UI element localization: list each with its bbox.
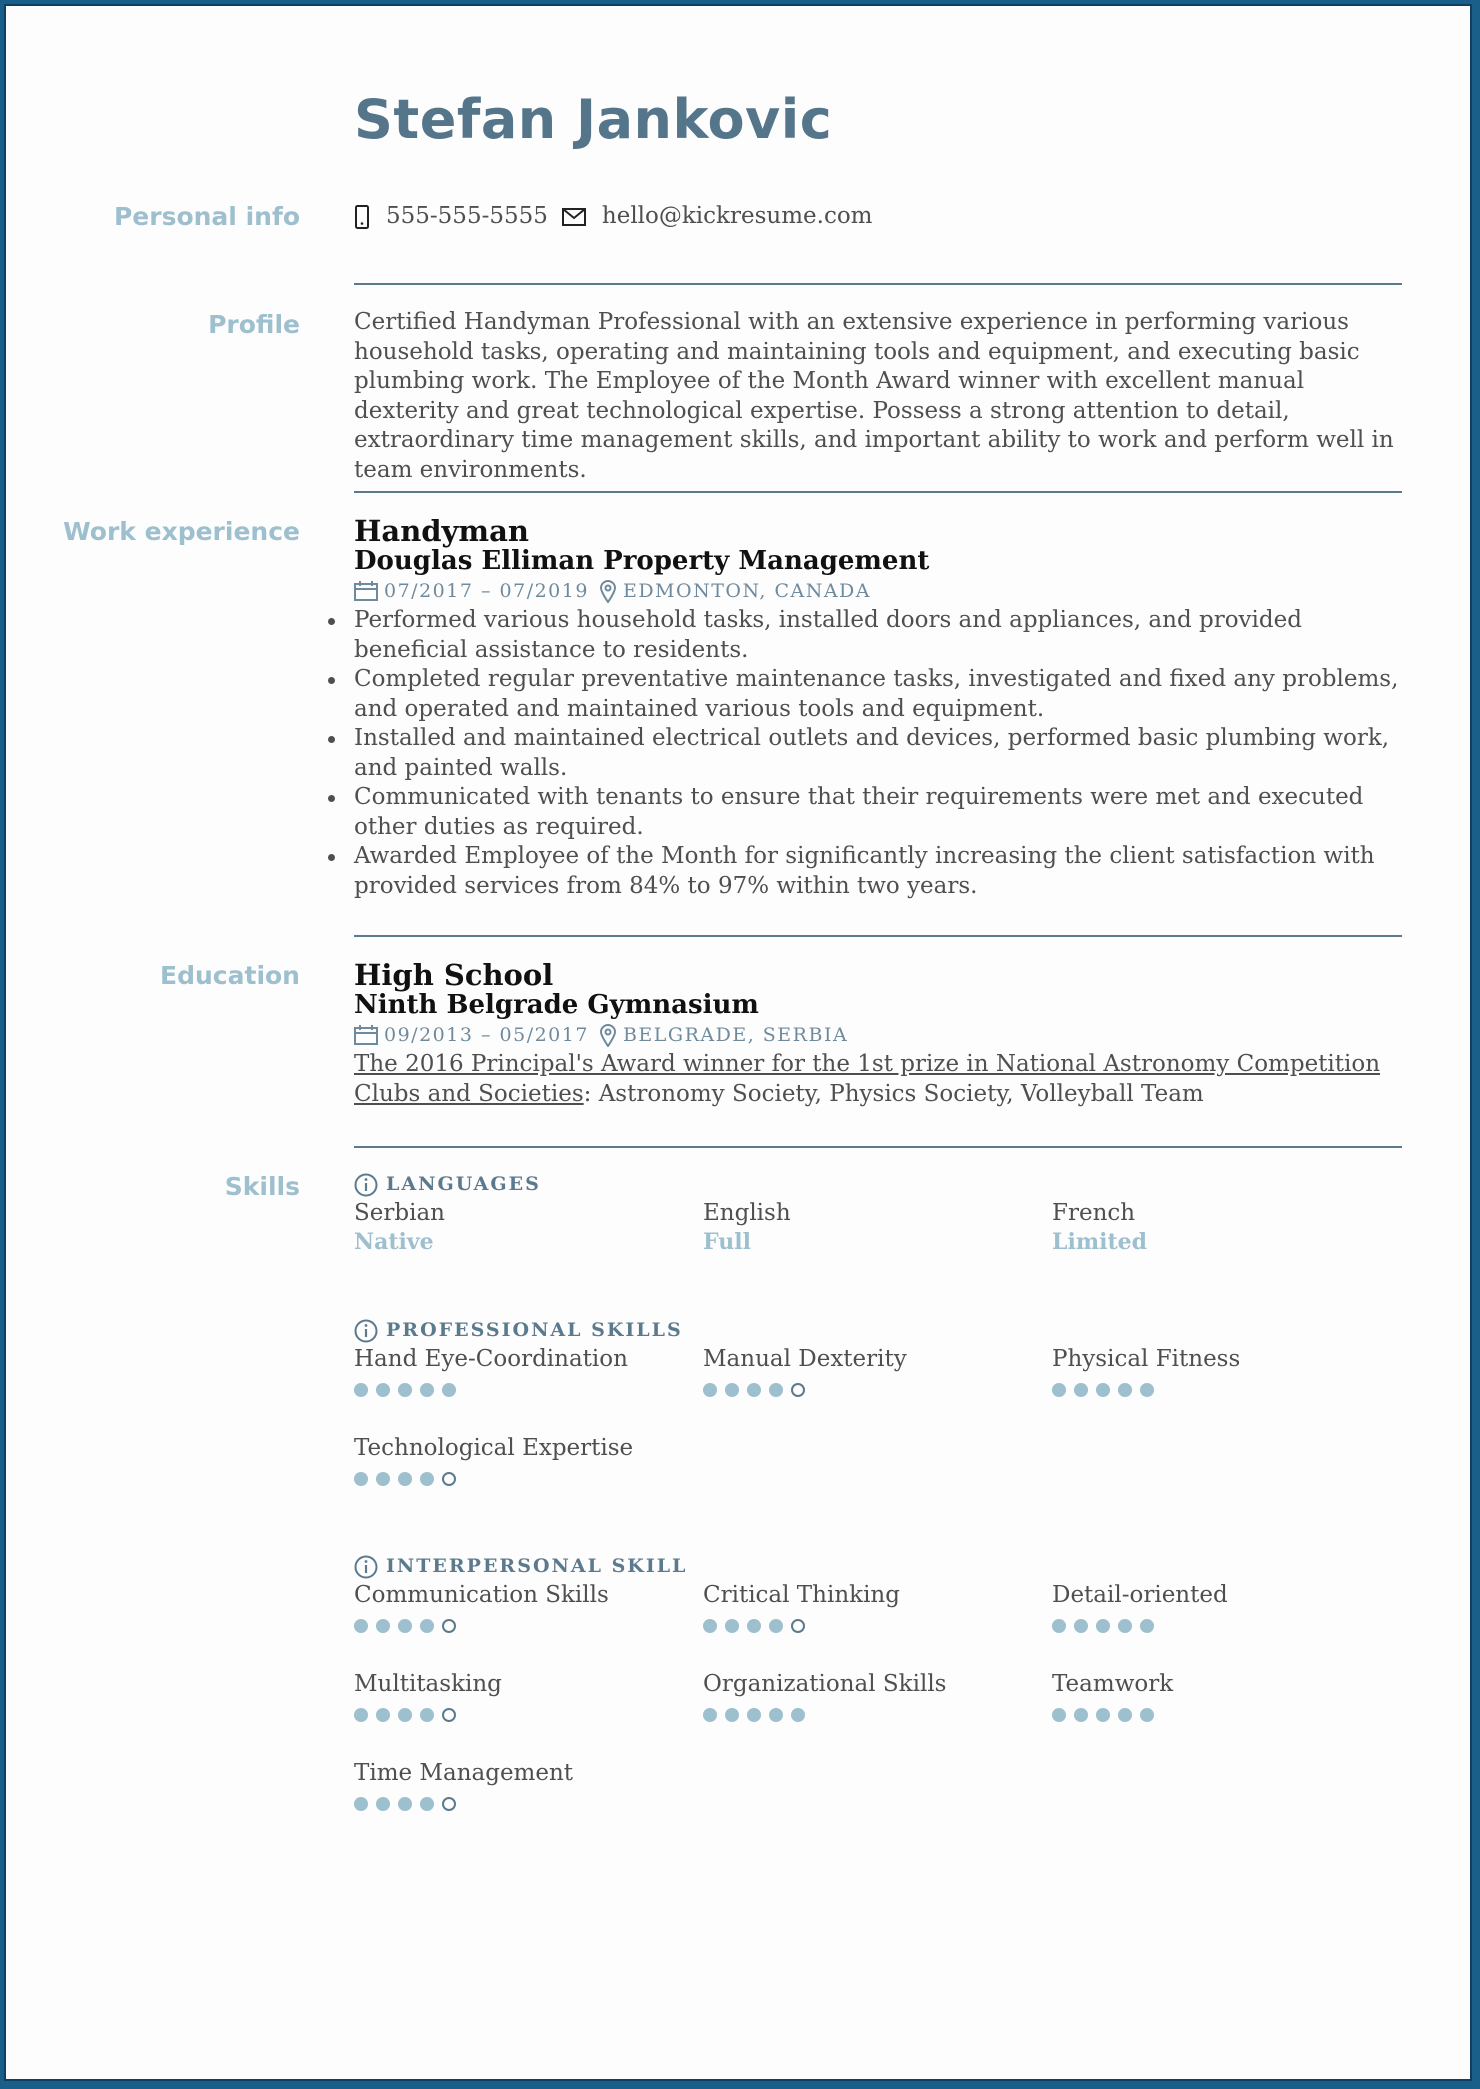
list-item: Performed various household tasks, installed doors and appliances, and provided beneficial assistance to residents. [354,606,1402,665]
skill-item [354,1581,703,1670]
rating-dot-filled [725,1708,739,1722]
skill-name: Time Management [354,1760,574,1786]
section-divider [354,935,1402,937]
education-award: The 2016 Principal's Award winner for the 1st prize in National Astronomy Competition [354,1051,1381,1077]
professional-skills-heading: PROFESSIONAL SKILLS [386,1319,683,1342]
rating-dot-filled [420,1797,434,1811]
list-item: Communicated with tenants to ensure that their requirements were met and executed other duties as required. [354,783,1402,842]
calendar-icon [354,581,378,601]
rating-dot-filled [442,1383,456,1397]
skill-item [354,1345,703,1434]
clubs-value: : Astronomy Society, Physics Society, Volleyball Team [583,1080,1204,1107]
mail-icon [562,208,586,226]
phone-number: 555-555-5555 [386,203,548,229]
section-divider [354,1146,1402,1148]
rating-dot-filled [354,1797,368,1811]
candidate-name: Stefan Jankovic [354,88,833,151]
rating-dot-filled [398,1383,412,1397]
skill-item [1052,1670,1402,1759]
education-location: BELGRADE, SERBIA [622,1024,849,1046]
education-entry [354,960,1402,1109]
skills-section [354,1171,1402,1848]
rating-dot-filled [376,1708,390,1722]
rating-dot-filled [1118,1619,1132,1633]
rating-dot-filled [747,1383,761,1397]
job-bullets [354,606,1402,901]
phone-icon [354,205,370,229]
section-label-skills: Skills [224,1172,300,1201]
skill-rating [703,1708,1052,1722]
rating-dot-filled [354,1383,368,1397]
rating-dot-filled [791,1708,805,1722]
skill-rating [703,1619,1052,1633]
rating-dot-filled [747,1619,761,1633]
skill-item [354,1670,703,1759]
skill-group-heading [354,1171,1402,1199]
rating-dot-filled [725,1383,739,1397]
rating-dot-filled [769,1383,783,1397]
rating-dot-filled [376,1619,390,1633]
skill-rating [1052,1383,1402,1397]
section-label-profile: Profile [208,310,300,339]
list-item: Completed regular preventative maintenance tasks, investigated and fixed any problems, and operated and maintained various tools and equipment. [354,665,1402,724]
rating-dot-filled [420,1619,434,1633]
rating-dot-filled [703,1708,717,1722]
skill-group-heading [354,1553,1402,1581]
rating-dot-filled [354,1619,368,1633]
section-divider [354,283,1402,285]
email-address: hello@kickresume.com [601,203,873,229]
rating-dot-filled [1096,1619,1110,1633]
rating-dot-filled [1052,1708,1066,1722]
rating-dot-empty [442,1472,456,1486]
skill-rating [354,1383,703,1397]
rating-dot-filled [1074,1708,1088,1722]
rating-dot-filled [1140,1619,1154,1633]
rating-dot-filled [354,1472,368,1486]
language-level: Full [703,1229,751,1255]
skill-item [354,1759,703,1848]
rating-dot-filled [376,1383,390,1397]
rating-dot-filled [354,1708,368,1722]
info-icon [354,1319,378,1343]
job-meta [354,576,1402,606]
rating-dot-filled [1096,1708,1110,1722]
rating-dot-filled [1052,1383,1066,1397]
job-company: Douglas Elliman Property Management [354,546,930,576]
rating-dot-filled [420,1472,434,1486]
section-label-education: Education [160,961,300,990]
skill-name: Organizational Skills [703,1671,947,1697]
skill-group-heading [354,1317,1402,1345]
rating-dot-filled [769,1619,783,1633]
rating-dot-filled [420,1383,434,1397]
rating-dot-filled [420,1708,434,1722]
education-clubs [354,1080,1402,1110]
skill-name: Communication Skills [354,1582,609,1608]
rating-dot-filled [725,1619,739,1633]
language-name: French [1052,1200,1136,1226]
section-label-work-experience: Work experience [63,517,300,546]
rating-dot-filled [1096,1383,1110,1397]
rating-dot-filled [1118,1708,1132,1722]
skill-name: Manual Dexterity [703,1346,907,1372]
rating-dot-filled [1052,1619,1066,1633]
skill-name: Critical Thinking [703,1582,900,1608]
rating-dot-empty [791,1619,805,1633]
rating-dot-filled [376,1797,390,1811]
rating-dot-filled [398,1797,412,1811]
languages-grid [354,1199,1402,1257]
rating-dot-empty [442,1708,456,1722]
rating-dot-empty [442,1619,456,1633]
skill-rating [1052,1619,1402,1633]
rating-dot-filled [703,1619,717,1633]
skill-item [1052,1345,1402,1434]
skill-rating [354,1472,703,1486]
skill-rating [703,1383,1052,1397]
section-divider [354,491,1402,493]
list-item: Awarded Employee of the Month for significantly increasing the client satisfaction with provided services from 84% to 97% within two years. [354,842,1402,901]
skill-rating [1052,1708,1402,1722]
resume-page [4,4,1472,2081]
job-location: EDMONTON, CANADA [622,580,872,602]
skill-name: Hand Eye-Coordination [354,1346,628,1372]
info-icon [354,1555,378,1579]
skill-rating [354,1708,703,1722]
rating-dot-filled [747,1708,761,1722]
info-icon [354,1173,378,1197]
rating-dot-filled [703,1383,717,1397]
language-item [703,1199,1052,1257]
list-item: Installed and maintained electrical outlets and devices, performed basic plumbing work, and painted walls. [354,724,1402,783]
language-name: English [703,1200,791,1226]
rating-dot-filled [398,1708,412,1722]
rating-dot-filled [398,1472,412,1486]
skill-rating [354,1797,703,1811]
job-dates: 07/2017 – 07/2019 [384,580,589,602]
location-pin-icon [599,579,617,603]
skill-name: Multitasking [354,1671,502,1697]
rating-dot-filled [1118,1383,1132,1397]
rating-dot-filled [1140,1383,1154,1397]
calendar-icon [354,1025,378,1045]
skill-item [703,1345,1052,1434]
rating-dot-empty [791,1383,805,1397]
rating-dot-filled [769,1708,783,1722]
clubs-label: Clubs and Societies [354,1080,584,1107]
languages-heading: LANGUAGES [386,1173,541,1196]
rating-dot-filled [1074,1619,1088,1633]
language-item [354,1199,703,1257]
rating-dot-filled [398,1619,412,1633]
language-level: Limited [1052,1229,1148,1255]
skill-name: Detail-oriented [1052,1582,1228,1608]
profile-summary: Certified Handyman Professional with an extensive experience in performing various household tasks, operating and maintaining tools and equipment, and executing basic plumbing work. The Employee of the Month Award winner with excellent manual dexterity and great technological expertise. Possess a strong attention to detail, extraordinary time management skills, and important ability to work and perform well in team environments. [354,309,1394,483]
work-entry [354,516,1402,901]
skill-name: Technological Expertise [354,1435,634,1461]
interpersonal-skills-heading: INTERPERSONAL SKILL [386,1555,688,1578]
skill-item [354,1434,703,1523]
skill-name: Physical Fitness [1052,1346,1241,1372]
interpersonal-skills-grid [354,1581,1402,1848]
education-dates: 09/2013 – 05/2017 [384,1024,589,1046]
skill-item [703,1670,1052,1759]
education-school: Ninth Belgrade Gymnasium [354,990,759,1020]
rating-dot-filled [1140,1708,1154,1722]
rating-dot-filled [376,1472,390,1486]
language-item [1052,1199,1402,1257]
language-name: Serbian [354,1200,445,1226]
rating-dot-filled [1074,1383,1088,1397]
skill-rating [354,1619,703,1633]
language-level: Native [354,1229,434,1255]
skill-name: Teamwork [1052,1671,1174,1697]
education-title: High School [354,958,554,992]
location-pin-icon [599,1023,617,1047]
skill-item [703,1581,1052,1670]
job-title: Handyman [354,514,529,548]
education-meta [354,1020,1402,1050]
skill-item [1052,1581,1402,1670]
rating-dot-empty [442,1797,456,1811]
section-label-personal-info: Personal info [113,202,300,231]
professional-skills-grid [354,1345,1402,1523]
personal-info [354,202,1402,232]
